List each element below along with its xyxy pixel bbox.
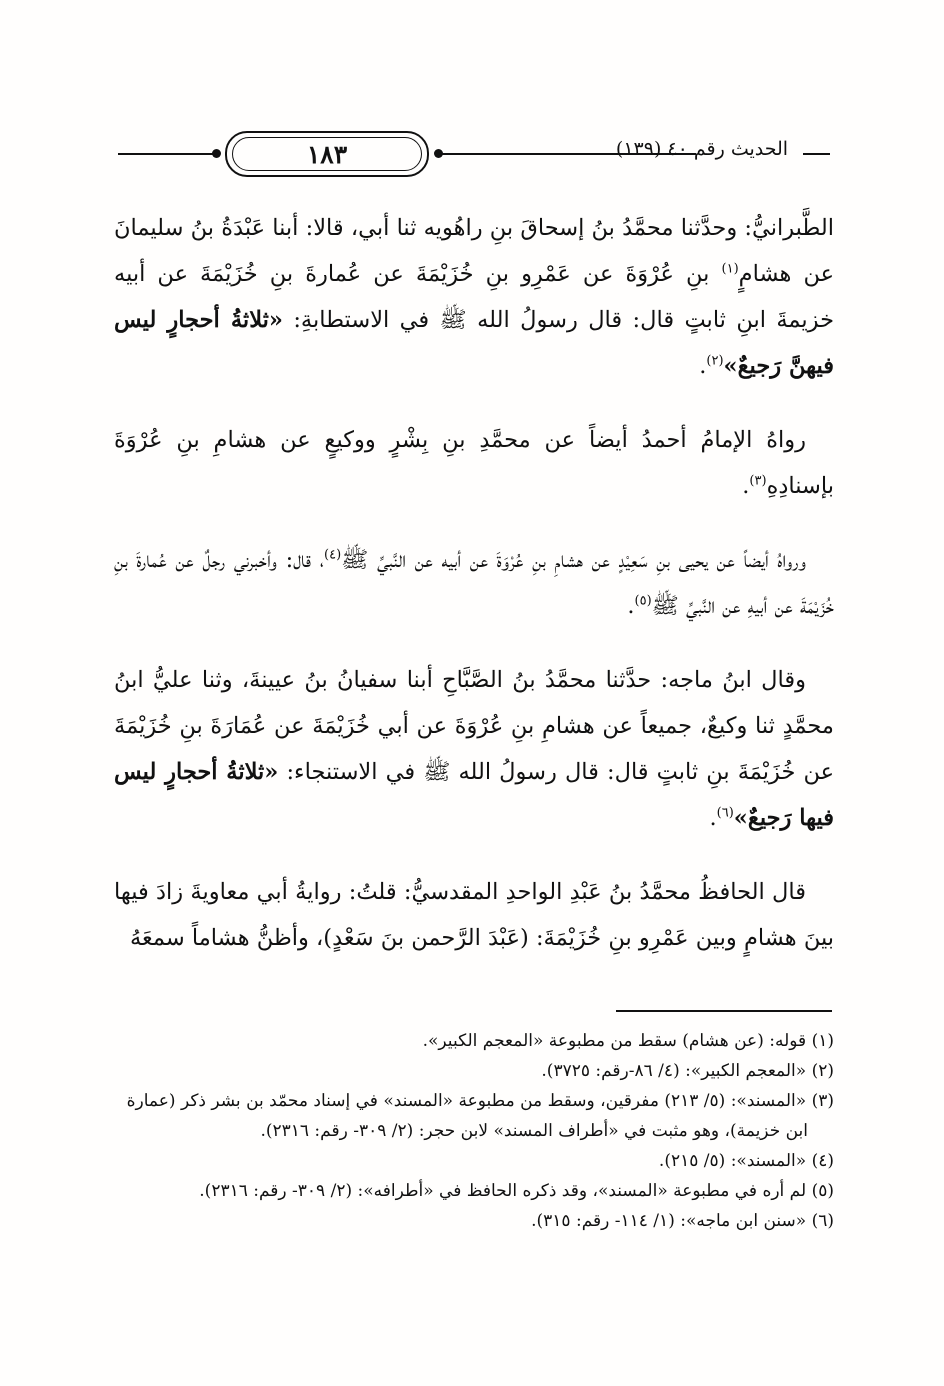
footnotes [114,1026,834,1236]
footnote: (٤) «المسند»: (٥/ ٢١٥). [658,1151,834,1171]
footnote-marker: (٣) [749,473,767,489]
footnote-marker: (٢) [706,353,724,369]
footnote-divider [616,1010,832,1012]
footnote-marker: (٦) [716,805,734,821]
paragraph: وقال ابنُ ماجه: حدَّثنا محمَّدُ بنُ الصَّبَّاحِ أبنا سفيانُ بنُ عيينةَ، وثنا عليُّ ابنُ محمَّدٍ ثنا وكيعٌ، جميعاً عن هشامِ بنِ عُرْوَةَ عن أبي خُزَيْمَةَ عن عُمَارَةَ بنِ خُزَيْمَةَ عن خُزَيْمَةَ بنِ ثابتٍ قال: قال رسولُ الله ﷺ في الاستنجاء: «ثلاثةُ أحجارٍ ليس فيها رَجيعٌ»$^{(٦)}$. [114,667,834,831]
footnote: (٣) «المسند»: (٥/ ٢١٣) مفرقين، وسقط من مطبوعة «المسند» في إسناد محمّد بن بشر ذكر (عمارة ابن خزيمة)، وهو مثبت في «أطراف المسند» لابن حجر: (٢/ ٣٠٩- رقم: ٢٣١٦). [126,1091,834,1141]
paragraph: قال الحافظُ محمَّدُ بنُ عَبْدِ الواحدِ المقدسيُّ: قلتُ: روايةُ أبي معاويةَ زادَ فيها بينَ هشامٍ وبين عَمْرِو بنِ خُزَيْمَةَ: (عَبْدَ الرَّحمن بنَ سَعْدٍ)، وأظنُّ هشاماً سمعَهُ [114,879,834,951]
paragraph: رواهُ الإمامُ أحمدُ أيضاً عن محمَّدِ بنِ بِشْرٍ ووكيعٍ عن هشامِ بنِ عُرْوَةَ بإسنادِهِ$^{(٣)}$. [114,427,834,499]
footnote: (١) قوله: (عن هشام) سقط من مطبوعة «المعجم الكبير». [422,1031,834,1051]
header-rule-right [803,153,830,155]
footnote-marker: (١) [721,261,739,277]
page-header [118,128,830,178]
header-ornament-dot [212,149,221,158]
running-head: الحديث رقم ٤٠ (١٣٩) [615,138,789,160]
paragraph: الطَّبرانيُّ: وحدَّثنا محمَّدُ بنُ إسحاقَ بنِ راهُويه ثنا أبي، قالا: أبنا عَبْدَةُ بنُ سليمانَ عن هشامٍ$^{(١)}$ بنِ عُرْوَةَ عن عَمْرِو بنِ خُزَيْمَةَ عن عُمارةَ بنِ خُزَيْمَةَ عن أبيه خزيمةَ ابنِ ثابتٍ قال: قال رسولُ الله ﷺ في الاستطابةِ: «ثلاثةُ أحجارٍ ليس فيهنَّ رَجيعٌ»$^{(٢)}$. [114,215,835,379]
footnote-marker: (٥) [634,593,652,609]
footnote: (٢) «المعجم الكبير»: (٤/ ٨٦-رقم: ٣٧٢٥). [541,1061,834,1081]
page-number-frame [225,131,429,177]
header-rule-left [118,153,214,155]
footnote: (٦) «سنن ابن ماجه»: (١/ ١١٤- رقم: ٣١٥). [531,1211,834,1231]
page-number: ١٨٣ [306,139,348,169]
hadith-text: «ثلاثةُ أحجارٍ ليس فيها رَجيعٌ» [114,759,834,831]
main-text [114,205,834,989]
footnote-marker: (٤) [324,547,342,563]
hadith-text: «ثلاثةُ أحجارٍ ليس فيهنَّ رَجيعٌ» [114,307,834,379]
footnote: (٥) لم أره في مطبوعة «المسند»، وقد ذكره الحافظ في «أطرافه»: (٢/ ٣٠٩- رقم: ٢٣١٦). [199,1181,834,1201]
paragraph: ورواهُ أيضاً عن يحيى بنِ سَعِيْدٍ عن هشامِ بنِ عُرْوَةَ عن أبيه عن النَّبيِّ ﷺ$^{(٤)}$، قال: وأخبرني رجلٌ عن عُمارةَ بنِ خُزَيْمَةَ عن أبيهِ عن النَّبيِّ ﷺ$^{(٥)}$. [114,547,834,619]
